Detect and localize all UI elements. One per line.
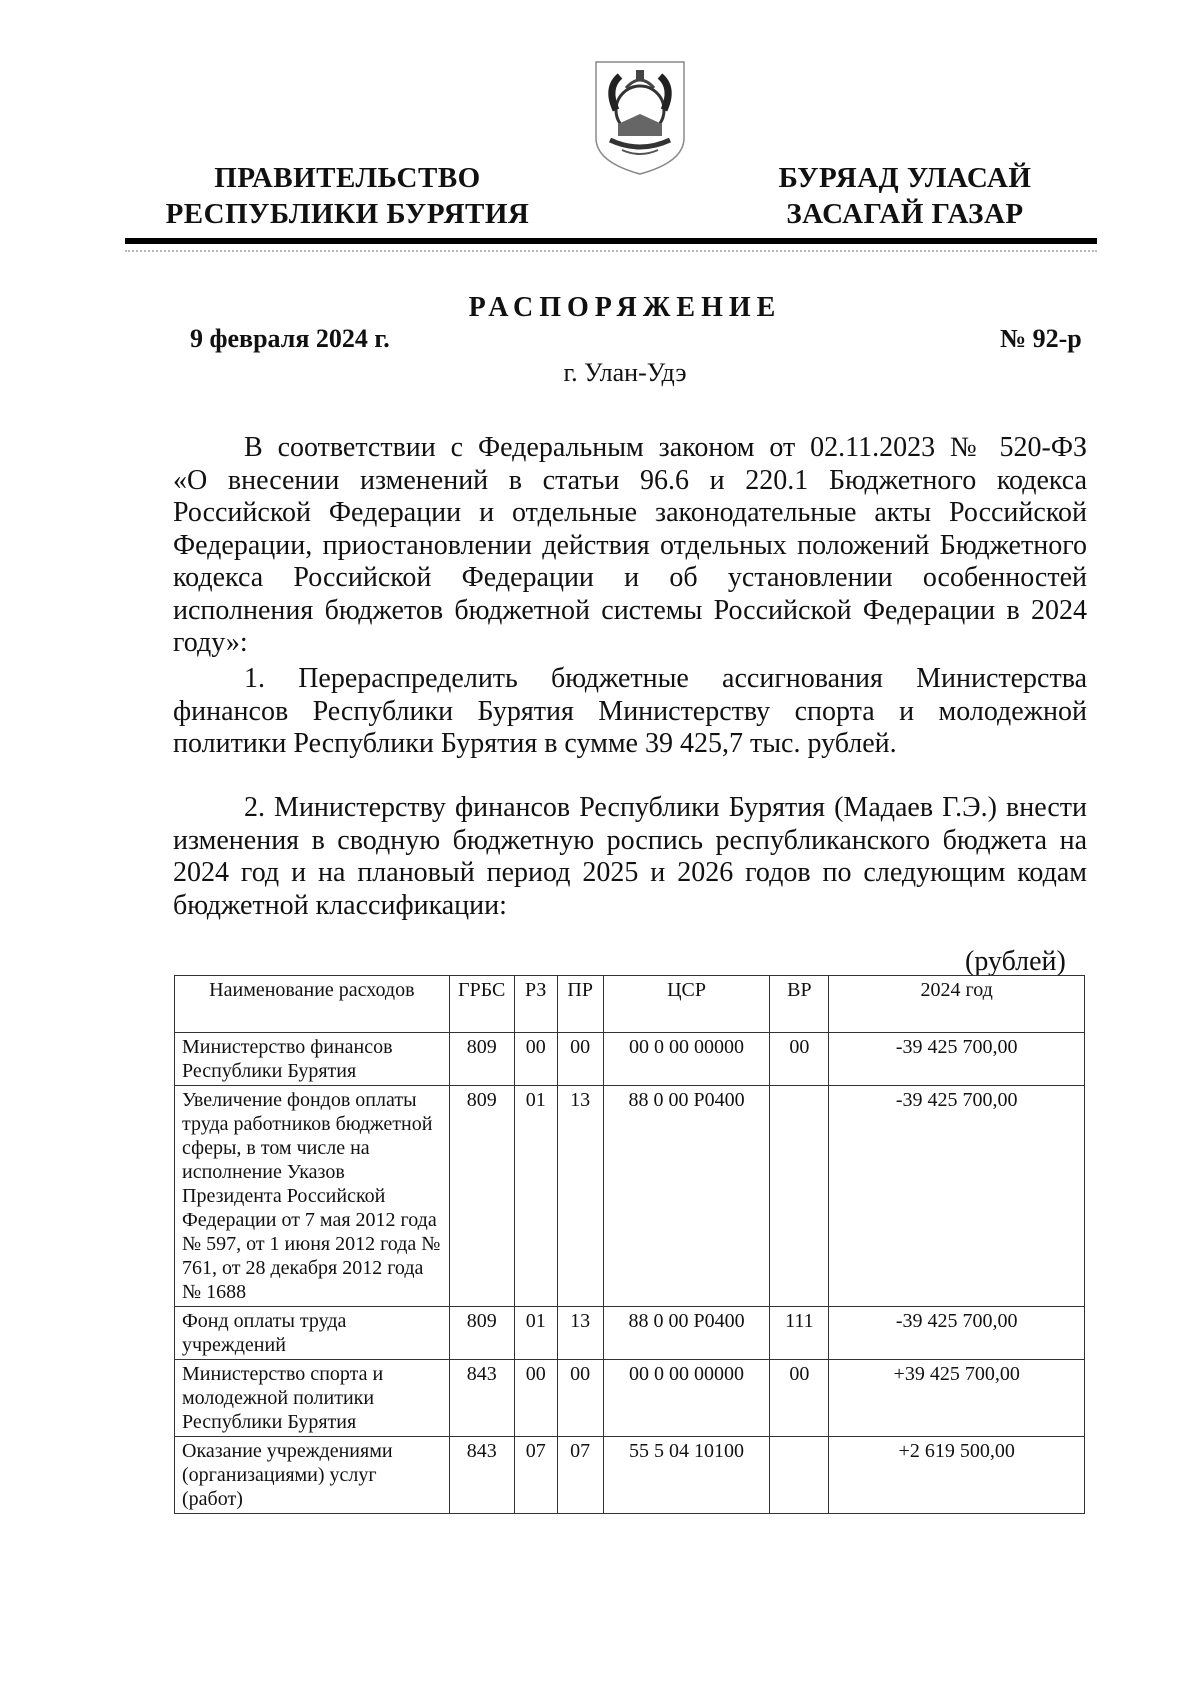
preamble-paragraph <box>173 432 1087 660</box>
document-city: г. Улан-Удэ <box>563 358 687 387</box>
cell-vr: 00 <box>770 1360 829 1437</box>
document-date: 9 февраля 2024 г. <box>190 324 390 353</box>
org-name-buryat-line1: БУРЯАД УЛАСАЙ <box>778 162 1032 194</box>
org-name-russian-line1: ПРАВИТЕЛЬСТВО <box>214 162 481 194</box>
cell-csr: 88 0 00 Р0400 <box>603 1307 770 1360</box>
cell-name: Оказание учреждениями (организациями) услуг (работ) <box>175 1437 450 1514</box>
cell-name: Увеличение фондов оплаты труда работников бюджетной сферы, в том числе на исполнение Указов Президента Российской Федерации от 7 мая 2012 года № 597, от 1 июня 2012 года № 761, от 28 декабря 2012 года № 1688 <box>175 1086 450 1307</box>
cell-rz: 00 <box>514 1360 557 1437</box>
cell-amount: +39 425 700,00 <box>829 1360 1085 1437</box>
cell-csr: 00 0 00 00000 <box>603 1360 770 1437</box>
cell-amount: -39 425 700,00 <box>829 1086 1085 1307</box>
cell-pr: 00 <box>557 1360 603 1437</box>
cell-amount: +2 619 500,00 <box>829 1437 1085 1514</box>
header-divider-thick <box>125 238 1097 244</box>
item-2-paragraph <box>173 792 1087 922</box>
org-name-russian-line2: РЕСПУБЛИКИ БУРЯТИЯ <box>165 198 530 230</box>
cell-grbs: 809 <box>449 1086 514 1307</box>
header-grbs: ГРБС <box>449 976 514 1033</box>
cell-pr: 13 <box>557 1307 603 1360</box>
preamble-rest: «О внесении изменений в статьи 96.6 и 220.1 Бюджетного кодекса Российской Федерации и отдельные законодательные акты Российской Федерации, приостановлении действия отдельных положений Бюджетного кодекса Российской Федерации и об установлении особенностей исполнения бюджетов бюджетной системы Российской Федерации в 2024 году»: <box>173 464 1087 658</box>
header-year-2024: 2024 год <box>829 976 1085 1033</box>
cell-csr: 88 0 00 Р0400 <box>603 1086 770 1307</box>
header-divider-thin <box>125 250 1097 252</box>
cell-rz: 01 <box>514 1086 557 1307</box>
cell-rz: 00 <box>514 1033 557 1086</box>
header-csr: ЦСР <box>603 976 770 1033</box>
cell-name: Министерство спорта и молодежной политики Республики Бурятия <box>175 1360 450 1437</box>
item-2-text: 2. Министерству финансов Республики Бурятия (Мадаев Г.Э.) внести изменения в сводную бюджетную роспись республиканского бюджета на 2024 год и на плановый период 2025 и 2026 годов по следующим кодам бюджетной классификации: <box>173 792 1087 921</box>
cell-pr: 07 <box>557 1437 603 1514</box>
item-1-paragraph <box>173 663 1087 761</box>
cell-grbs: 809 <box>449 1033 514 1086</box>
cell-rz: 07 <box>514 1437 557 1514</box>
cell-vr: 00 <box>770 1033 829 1086</box>
cell-vr: 111 <box>770 1307 829 1360</box>
cell-name: Фонд оплаты труда учреждений <box>175 1307 450 1360</box>
coat-of-arms-emblem <box>588 58 692 176</box>
header-pr: ПР <box>557 976 603 1033</box>
cell-rz: 01 <box>514 1307 557 1360</box>
table-row <box>175 1437 1085 1514</box>
cell-name: Министерство финансов Республики Бурятия <box>175 1033 450 1086</box>
cell-csr: 00 0 00 00000 <box>603 1033 770 1086</box>
cell-grbs: 843 <box>449 1360 514 1437</box>
document-title: РАСПОРЯЖЕНИЕ <box>468 292 782 323</box>
header-rz: РЗ <box>514 976 557 1033</box>
table-header-row <box>175 976 1085 1033</box>
table-units-label: (рублей) <box>965 946 1066 977</box>
document-number: № 92-р <box>1000 324 1082 353</box>
cell-grbs: 843 <box>449 1437 514 1514</box>
header-name: Наименование расходов <box>175 976 450 1033</box>
org-name-buryat <box>760 160 1050 232</box>
org-name-russian <box>155 160 540 232</box>
cell-grbs: 809 <box>449 1307 514 1360</box>
cell-vr <box>770 1086 829 1307</box>
budget-table <box>174 975 1085 1514</box>
cell-pr: 00 <box>557 1033 603 1086</box>
preamble-line1: В соответствии с Федеральным законом от 02.11.2023 № 520-ФЗ <box>244 432 1087 463</box>
cell-amount: -39 425 700,00 <box>829 1033 1085 1086</box>
cell-pr: 13 <box>557 1086 603 1307</box>
table-row <box>175 1360 1085 1437</box>
cell-vr <box>770 1437 829 1514</box>
item-1-text: 1. Перераспределить бюджетные ассигнования Министерства финансов Республики Бурятия Министерству спорта и молодежной политики Республики Бурятия в сумме 39 425,7 тыс. рублей. <box>173 663 1087 759</box>
table-row <box>175 1307 1085 1360</box>
table-row <box>175 1086 1085 1307</box>
table-row <box>175 1033 1085 1086</box>
cell-csr: 55 5 04 10100 <box>603 1437 770 1514</box>
header-vr: ВР <box>770 976 829 1033</box>
cell-amount: -39 425 700,00 <box>829 1307 1085 1360</box>
org-name-buryat-line2: ЗАСАГАЙ ГАЗАР <box>786 198 1024 230</box>
